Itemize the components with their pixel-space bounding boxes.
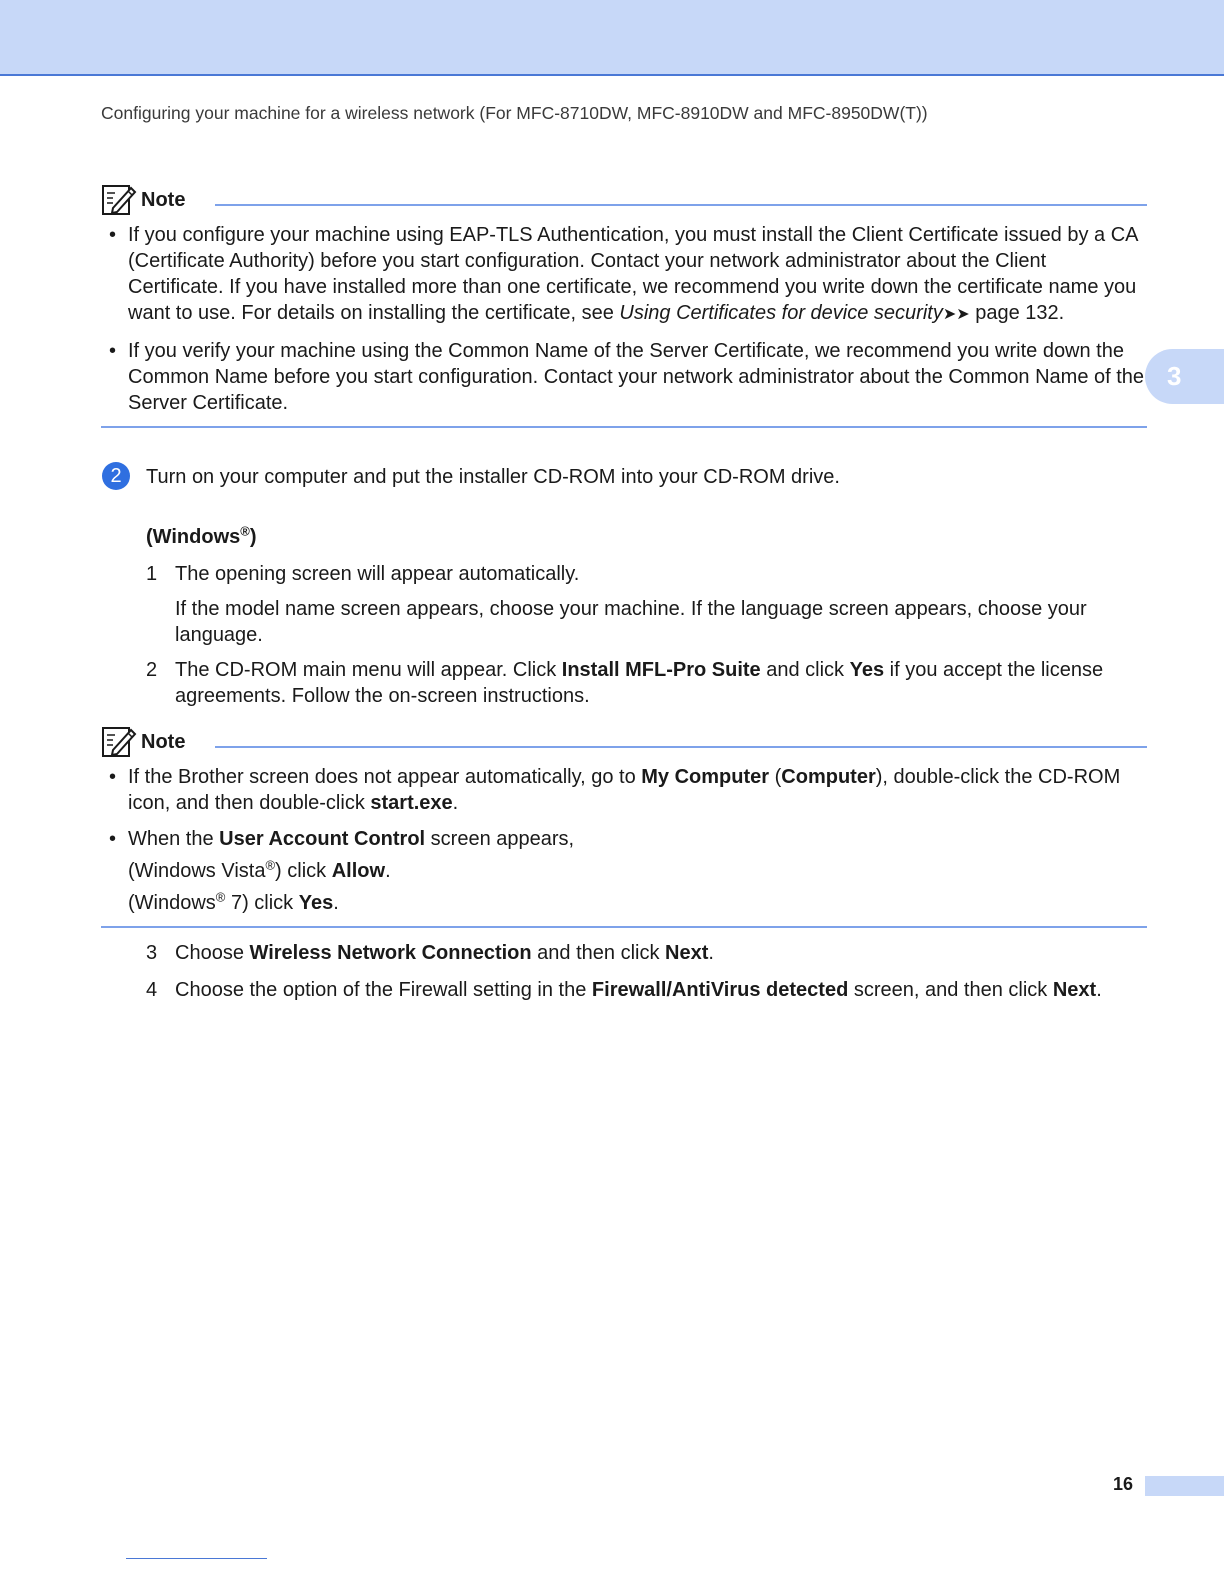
double-arrow-icon: ➤➤ — [942, 306, 970, 323]
heading-text: ) — [249, 526, 257, 548]
list-item: • If the Brother screen does not appear automatically, go to My Computer (Computer), double-click the CD-ROM icon, and then double-click start.exe. — [109, 766, 1121, 814]
ui-term: Next — [665, 942, 709, 964]
ui-term: Yes — [849, 659, 885, 681]
windows-heading — [146, 524, 257, 550]
item-text: Choose the option of the Firewall setting in the Firewall/AntiVirus detected screen, and then click Next. — [175, 979, 1102, 1001]
bullet-icon: • — [109, 340, 117, 362]
note-divider — [101, 426, 1147, 428]
item-detail: If the model name screen appears, choose your machine. If the language screen appears, choose your language. — [175, 598, 1087, 646]
item-number: 1 — [146, 563, 158, 585]
registered-mark: ® — [215, 889, 226, 905]
registered-mark: ® — [265, 857, 276, 873]
header-band — [0, 0, 1224, 76]
running-title: Configuring your machine for a wireless network (For MFC-8710DW, MFC-8910DW and MFC-8950DW(T)) — [101, 103, 928, 123]
note-title: Note — [141, 731, 186, 753]
ui-term: Firewall/AntiVirus detected — [591, 979, 849, 1001]
note-divider — [215, 204, 1147, 206]
note-header — [101, 724, 1147, 760]
ui-term: Next — [1052, 979, 1097, 1001]
note-pencil-icon — [101, 724, 137, 760]
ui-term: Wireless Network Connection — [249, 942, 532, 964]
note-header — [101, 182, 1147, 218]
bullet-icon: • — [109, 766, 117, 788]
bullet-text: If you configure your machine using EAP-TLS Authentication, you must install the Client Certificate issued by a CA (Certificate Authority) before you start configuration. Contact your network administrator about the Client Certificate. If you have installed more than one certificate, we recommend you write down the certificate name you want to use. For details on installing the certificate, see — [128, 224, 1138, 324]
note-box — [101, 182, 1147, 428]
bullet-text: If you verify your machine using the Common Name of the Server Certificate, we recommend you write down the Common Name before you start configuration. Contact your network administrator about the Common Name of the Server Certificate. — [128, 340, 1145, 414]
chapter-number: 3 — [1167, 361, 1182, 391]
page-number-tab — [1145, 1476, 1224, 1496]
ui-term: Install MFL-Pro Suite — [561, 659, 761, 681]
bullet-icon: • — [109, 828, 117, 850]
item-number: 4 — [146, 979, 158, 1001]
item-text: Choose Wireless Network Connection and then click Next. — [175, 942, 714, 964]
note-title: Note — [141, 189, 186, 211]
step-text: Turn on your computer and put the installer CD-ROM into your CD-ROM drive. — [146, 466, 840, 488]
cross-reference-link[interactable]: Using Certificates for device security — [619, 302, 943, 324]
item-number: 3 — [146, 942, 158, 964]
windows7-line: (Windows® 7) click Yes. — [128, 889, 339, 914]
page-reference: page 132. — [969, 302, 1065, 324]
chapter-tab — [1145, 349, 1224, 404]
step-number-badge: 2 — [102, 462, 130, 490]
list-item — [101, 222, 1147, 328]
item-number: 2 — [146, 659, 158, 681]
page-number: 16 — [1113, 1474, 1134, 1494]
vista-line: (Windows Vista®) click Allow. — [128, 857, 391, 882]
footnote-divider — [126, 1558, 267, 1559]
note-pencil-icon — [101, 182, 137, 218]
bullet-icon: • — [109, 224, 117, 246]
item-text: The CD-ROM main menu will appear. Click Install MFL-Pro Suite and click Yes if you accept the license agreements. Follow the on-screen instructions. — [175, 659, 1104, 707]
heading-text: (Windows — [146, 526, 241, 548]
list-item: • When the User Account Control screen appears, — [109, 828, 575, 850]
note-divider — [101, 926, 1147, 928]
note-box — [101, 724, 1147, 928]
item-text: The opening screen will appear automatically. — [175, 563, 580, 585]
note-divider — [215, 746, 1147, 748]
list-item — [101, 338, 1147, 416]
registered-mark: ® — [240, 523, 250, 539]
